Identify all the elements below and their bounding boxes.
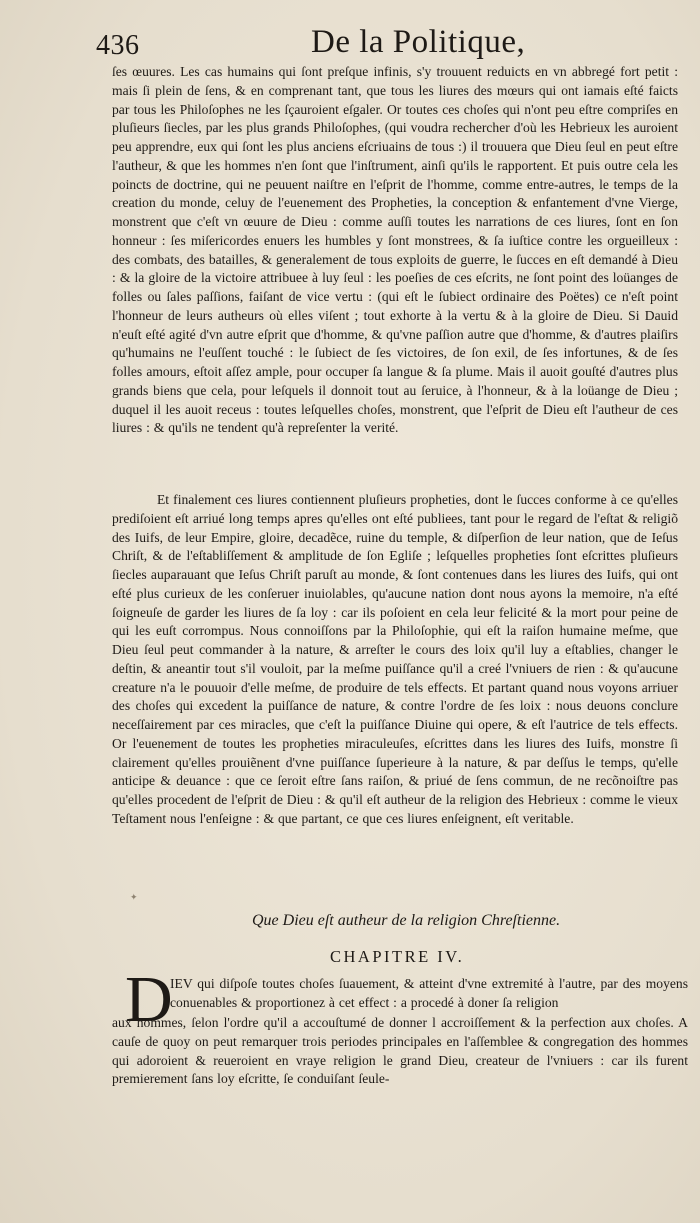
page-header (96, 22, 660, 66)
page-number: 436 (96, 30, 140, 61)
paragraph-1-text: ſes œuures. Les cas humains qui ſont preſque infinis, s'y trouuent reduicts en vn abbregé fort petit : mais ſi plein de ſens, & en comprenant tant, que tous les liures des mœurs qui ont iamais eſté faicts par tous les Philoſophes ne les ſçauroient eſgaler. Or toutes ces choſes qui n'ont peu eſtre compriſes en pluſieurs ſiecles, par les plus grands Philoſophes, (qui voudra rechercher d'où les Hebrieux les auroient peu apprendre, eux qui ſont les plus anciens eſcriuains de tous :) il trouuera que Dieu ſeul en peut eſtre l'autheur, & que les hommes n'en ſont que l'inſtrument, ainſi qu'ils le rapportent. Et puis outre cela les poincts de doctrine, qui ne peuuent naiſtre en l'eſprit de l'homme, comme entre-autres, le temps de la creation du monde, celuy de l'euenement des Propheties, la conception & enfantement d'vne Vierge, monstrent que c'eſt vn œuure de Dieu : comme auſſi toutes les narrations de ces liures, ſont en ſon honneur : ſes miſericordes enuers les humbles y ſont monstrees, & ſa iuſtice contre les orgueilleux : des combats, des batailles, & generalement de tous exploits de guerre, le ſucces en eſt demandé à Dieu : & la gloire de la victoire attribuee à luy ſeul : les poeſies de ces eſcrits, ne ſont point des loüanges de folles ou ſales paſſions, faiſant de vice vertu : (qui eſt le ſubiect ordinaire des Poëtes) ce n'eſt point l'honneur de leurs autheurs où elles viſent ; tout exhorte à la vertu & à la gloire de Dieu. Si Dauid n'euſt eſté agité d'vn autre eſprit que d'homme, & qu'vne paſſion autre que d'homme, & d'autres plaiſirs qu'humains ne l'euſſent touché : le ſubiect de ſes victoires, de ſon exil, de ſes infortunes, & de ſes folles amours, eſtoit aſſez ample, pour occuper ſa langue & ſa plume. Mais il auoit gouſté d'autres plus grands biens que cela, pour leſquels il donnoit tout au ſeruice, à l'honneur, & à la loüange de Dieu ; duquel il les auoit receus : toutes leſquelles choſes, monstrent, que l'eſprit de Dieu eſt l'autheur de ces liures : & qu'ils ne tendent qu'à repreſenter la verité. (112, 64, 678, 436)
drop-cap: D (125, 963, 173, 1036)
chapter-heading: CHAPITRE IV. (330, 947, 465, 966)
paragraph-3-start (170, 975, 688, 1010)
section-title: Que Dieu eſt autheur de la religion Chreſtienne. (252, 912, 561, 929)
paragraph-3-start-text: IEV qui diſpoſe toutes choſes ſuauement, & atteint d'vne extremité à l'autre, par des moyens conuenables & proportionez à cet effect : a procedé à doner ſa religion (170, 976, 688, 1010)
paragraph-2-text: Et finalement ces liures contiennent pluſieurs propheties, dont le ſucces conforme à ce qu'elles prediſoient eſt arriué long temps apres qu'elles ont eſté publiees, tant pour le regard de l'eſtat & religiõ des Iuifs, de leur Empire, gloire, decadẽce, ruine du temple, & diſperſion de leur nation, que de Ieſus Chriſt, & de l'eſtabliſſement & amplitude de ſon Egliſe ; leſquelles propheties ſont eſcrittes pluſieurs ſiecles auparauant que Ieſus Chriſt paruſt au monde, & ſont contenues dans les liures des Iuifs, qui ont eſté plus curieux de les conſeruer inuiolables, qu'aucune nation dont nous ayons la memoire, n'a eſté ſoigneuſe de garder les liures de ſa loy : car ils poſoient en cela leur felicité & la mort pour peine de qui les euſt corrompus. Nous connoiſſons par la Philoſophie, qui eſt la raiſon humaine meſme, que Dieu ſeul peut commander à la nature, & arreſter le cours des loix qu'il luy a eſtablies, changer le deſtin, & aneantir tout s'il vouloit, par la meſme puiſſance qu'il a creé l'vniuers de rien : & qu'aucune creature n'a le pouuoir d'elle meſme, de produire de tels effects. Et partant quand nous voyons arriuer des choſes qui excedent la puiſſance de nature, & contre l'ordre de ſes loix : nous deuons conclure neceſſairement par ces miracles, que c'eſt la puiſſance Diuine qui opere, & eſt l'autrice de tels effects. Or l'euenement de toutes les propheties miraculeuſes, eſcrittes dans les liures des Iuifs, monstre ſi clairement qu'elles prouiẽnent d'vne puiſſance ſuperieure à la nature, & par deſſus le temps, qu'elle anticipe & deuance : que ce ſeroit eſtre ſans raiſon, & priué de ſens commun, de ne recõnoiſtre pas qu'elles procedent de l'eſprit de Dieu : & qu'il eſt autheur de la religion des Hebrieux : comme le vieux Teſtament nous l'enſeigne : & que partant, ce que ces liures enſeignent, eſt veritable. (112, 492, 678, 826)
running-head: De la Politique, (311, 24, 526, 60)
paragraph-3-rest (112, 1014, 688, 1094)
printer-ornament-icon: ✦ (130, 893, 138, 903)
paragraph-3-rest-text: aux hommes, ſelon l'ordre qu'il a accouſtumé de donner l accroiſſement & la perfection aux choſes. A cauſe de quoy on peut remarquer trois periodes principales en l'aſſemblee & congregation des hommes qui adoroient & reueroient en vraye religion le grand Dieu, createur de l'vniuers : car ils furent premierement ſans loy eſcritte, ſe conduiſant ſeule- (112, 1015, 688, 1087)
paragraph-1 (112, 63, 678, 491)
paragraph-2 (112, 491, 678, 881)
